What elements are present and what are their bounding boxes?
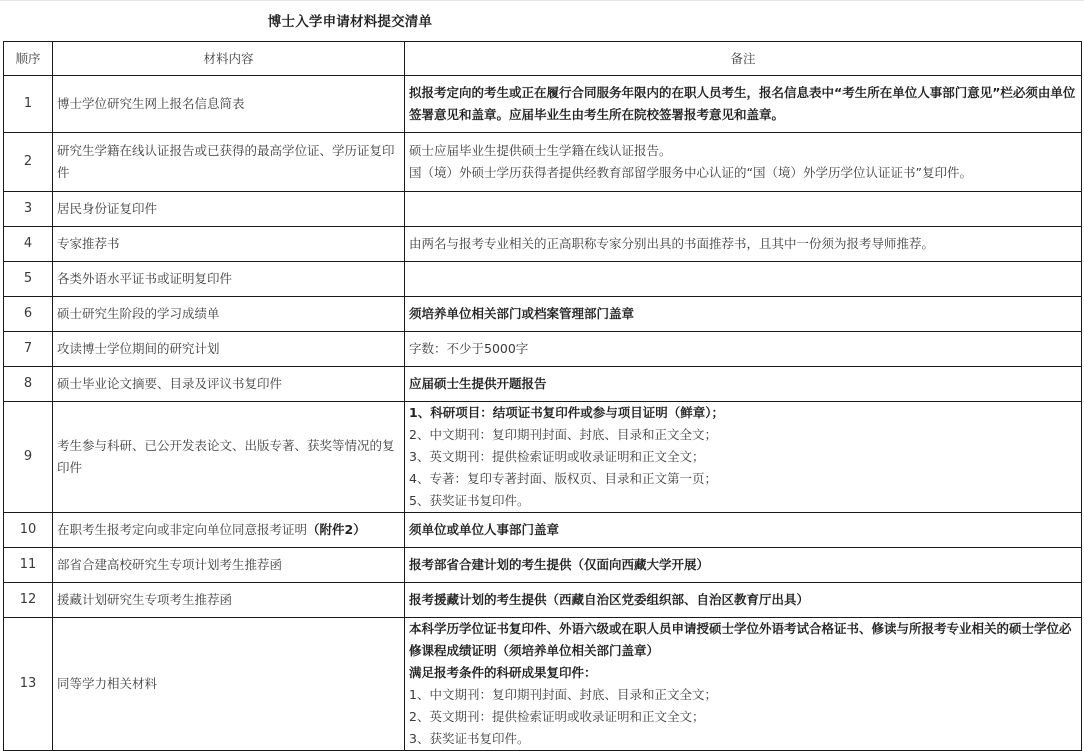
material-cell: 居民身份证复印件 [53,192,405,227]
material-cell: 专家推荐书 [53,227,405,262]
material-cell: 考生参与科研、已公开发表论文、出版专著、获奖等情况的复印件 [53,402,405,513]
row-number: 1 [4,76,53,133]
material-cell [53,513,405,548]
note-line: 本科学历学位证书复印件、外语六级或在职人员申请授硕士学位外语考试合格证书、修读与所报考专业相关的硕士学位必修课程成绩证明（须培养单位相关部门盖章） [409,621,1072,658]
row-number: 10 [4,513,53,548]
row-number: 2 [4,133,53,192]
note-line: 1、科研项目：结项证书复印件或参与项目证明（鲜章）； [409,405,724,420]
note-cell [405,367,1082,402]
row-number: 5 [4,262,53,297]
note-line: 3、获奖证书复印件。 [409,731,530,746]
note-line: 5、获奖证书复印件。 [409,493,530,508]
row-number: 3 [4,192,53,227]
document-title: 博士入学申请材料提交清单 [267,14,433,30]
table-row [4,513,1082,548]
material-cell: 部省合建高校研究生专项计划考生推荐函 [53,548,405,583]
row-number: 8 [4,367,53,402]
note-line: 拟报考定向的考生或正在履行合同服务年限内的在职人员考生，报名信息表中“考生所在单位人事部门意见”栏必须由单位签署意见和盖章。应届毕业生由考生所在院校签署报考意见和盖章。 [409,85,1076,122]
row-number: 7 [4,332,53,367]
table-row [4,402,1082,513]
table-header-row [4,42,1082,76]
note-cell [405,548,1082,583]
note-cell [405,133,1082,192]
row-number: 11 [4,548,53,583]
row-number: 9 [4,402,53,513]
note-line: 须单位或单位人事部门盖章 [409,522,560,537]
note-cell [405,76,1082,133]
note-line: 报考部省合建计划的考生提供（仅面向西藏大学开展） [409,557,710,572]
note-line: 2、中文期刊：复印期刊封面、封底、目录和正文全文； [409,427,717,442]
note-cell [405,227,1082,262]
note-cell [405,513,1082,548]
note-line: 满足报考条件的科研成果复印件： [409,665,597,680]
table-row [4,332,1082,367]
material-cell: 硕士研究生阶段的学习成绩单 [53,297,405,332]
table-row [4,76,1082,133]
material-cell: 研究生学籍在线认证报告或已获得的最高学位证、学历证复印件 [53,133,405,192]
note-line: 字数：不少于5000字 [409,341,529,356]
note-line: 须培养单位相关部门或档案管理部门盖章 [409,306,635,321]
note-line: 由两名与报考专业相关的正高职称专家分别出具的书面推荐书，且其中一份须为报考导师推荐。 [409,236,935,251]
note-cell [405,402,1082,513]
row-number: 6 [4,297,53,332]
header-material: 材料内容 [53,42,405,76]
material-cell: 攻读博士学位期间的研究计划 [53,332,405,367]
material-cell: 各类外语水平证书或证明复印件 [53,262,405,297]
table-row [4,583,1082,618]
table-row [4,133,1082,192]
note-cell [405,618,1082,751]
row-number: 4 [4,227,53,262]
note-cell [405,583,1082,618]
note-line: 2、英文期刊：提供检索证明或收录证明和正文全文； [409,709,705,724]
header-no: 顺序 [4,42,53,76]
note-cell-empty [405,192,1082,227]
note-line: 国（境）外硕士学历获得者提供经教育部留学服务中心认证的“国（境）外学历学位认证证书”复印件。 [409,165,972,180]
note-line: 4、专著：复印专著封面、版权页、目录和正文第一页； [409,471,717,486]
note-line: 报考援藏计划的考生提供（西藏自治区党委组织部、自治区教育厅出具） [409,592,810,607]
materials-checklist-table [3,41,1082,751]
note-cell-empty [405,262,1082,297]
table-row [4,262,1082,297]
table-row [4,548,1082,583]
note-line: 应届硕士生提供开题报告 [409,376,547,391]
note-line: 3、英文期刊：提供检索证明或收录证明和正文全文； [409,449,705,464]
note-line: 硕士应届毕业生提供硕士生学籍在线认证报告。 [409,143,672,158]
material-cell: 同等学力相关材料 [53,618,405,751]
row-number: 12 [4,583,53,618]
table-row [4,618,1082,751]
material-cell: 硕士毕业论文摘要、目录及评议书复印件 [53,367,405,402]
material-cell: 援藏计划研究生专项考生推荐函 [53,583,405,618]
note-cell [405,297,1082,332]
table-row [4,192,1082,227]
row-number: 13 [4,618,53,751]
note-line: 1、中文期刊：复印期刊封面、封底、目录和正文全文； [409,687,717,702]
material-cell: 博士学位研究生网上报名信息简表 [53,76,405,133]
table-row [4,227,1082,262]
table-row [4,367,1082,402]
table-row [4,297,1082,332]
header-note: 备注 [405,42,1082,76]
material-text: 在职考生报考定向或非定向单位同意报考证明 [57,522,308,537]
note-cell [405,332,1082,367]
top-divider [0,0,1084,1]
attachment-reference: （附件2） [307,522,366,537]
